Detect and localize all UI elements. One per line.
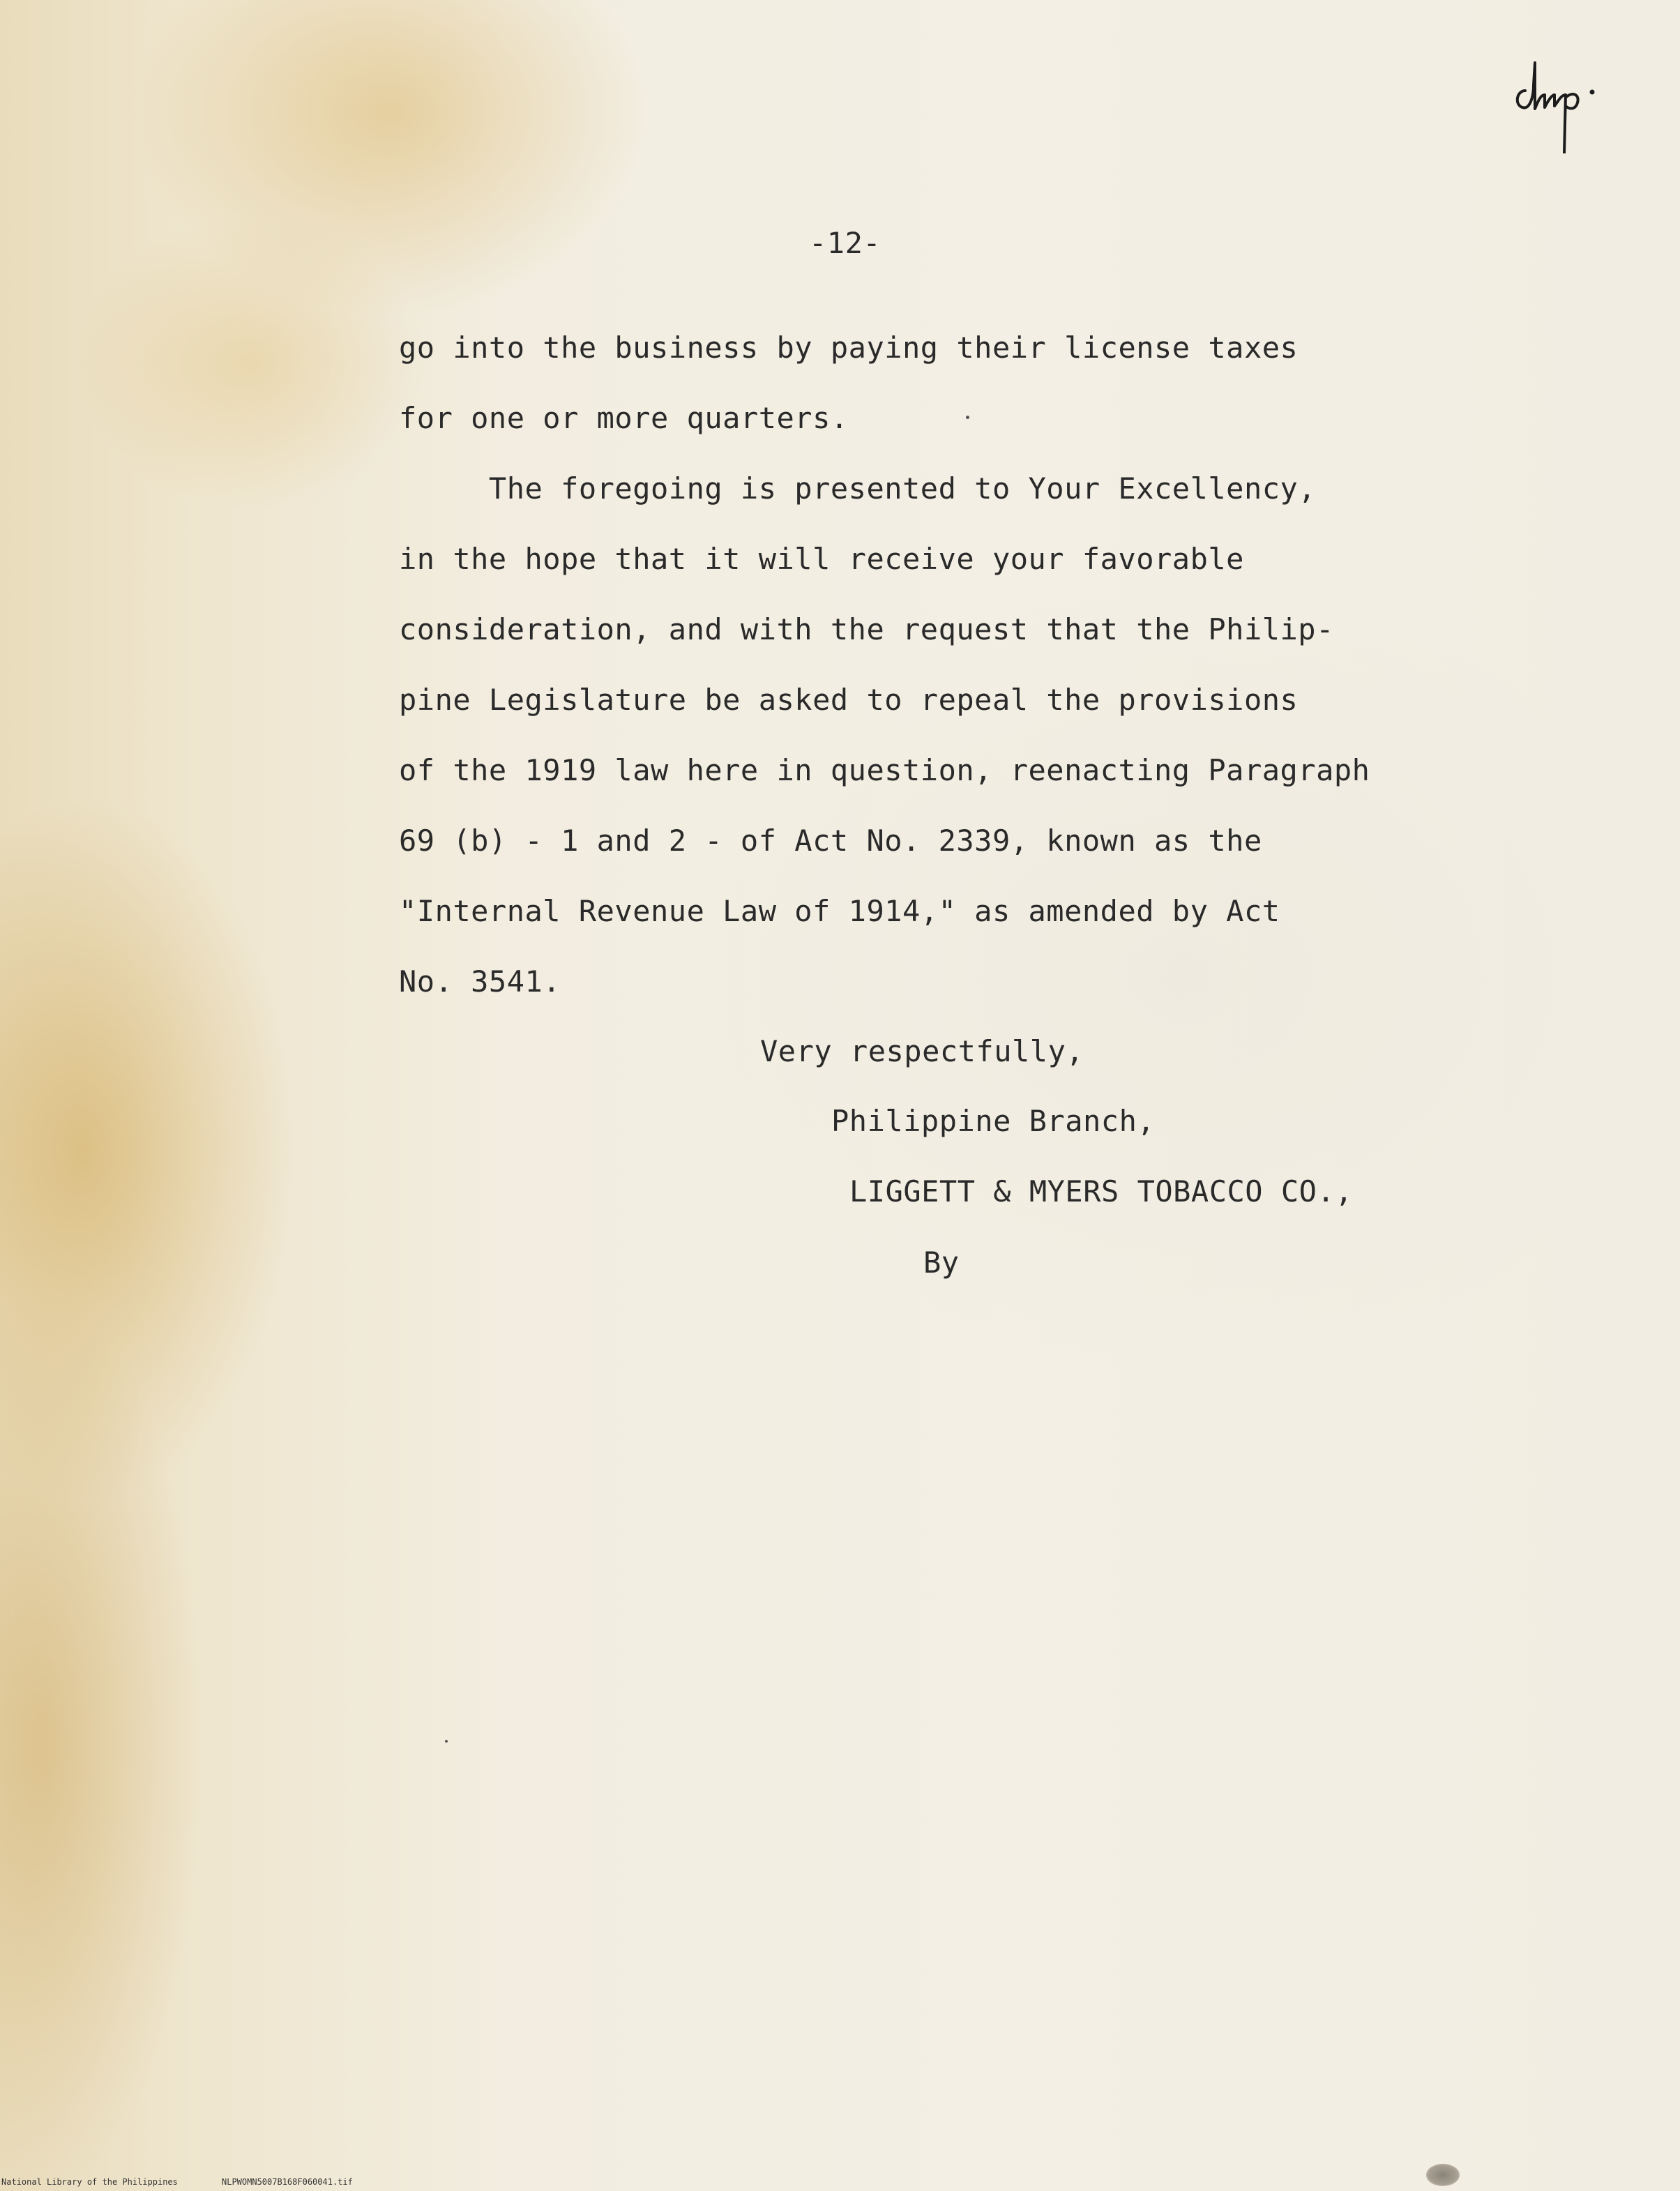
page-number: -12- [809, 226, 881, 260]
body-line: of the 1919 law here in question, reenacting Paragraph [399, 753, 1370, 787]
signature-branch: Philippine Branch, [831, 1104, 1156, 1138]
body-line: 69 (b) - 1 and 2 - of Act No. 2339, known as the [399, 824, 1262, 858]
paper-hole [1426, 2164, 1460, 2186]
body-line: The foregoing is presented to Your Excellency, [399, 471, 1317, 506]
ink-speck [966, 416, 969, 419]
body-line: consideration, and with the request that the Philip- [399, 612, 1334, 646]
body-line: go into the business by paying their license taxes [399, 331, 1299, 365]
footer-filename: NLPWOMN5007B168F060041.tif [222, 2177, 353, 2187]
closing: Very respectfully, [760, 1034, 1084, 1068]
body-line: for one or more quarters. [399, 401, 849, 435]
footer-library: National Library of the Philippines [1, 2177, 178, 2187]
signature-by: By [923, 1245, 960, 1280]
body-line: pine Legislature be asked to repeal the provisions [399, 683, 1299, 717]
body-line: No. 3541. [399, 964, 561, 999]
body-line: in the hope that it will receive your favorable [399, 542, 1244, 576]
signature-company: LIGGETT & MYERS TOBACCO CO., [849, 1174, 1354, 1208]
body-line: "Internal Revenue Law of 1914," as amended by Act [399, 894, 1280, 928]
handwritten-dup-note [1510, 49, 1614, 153]
ink-speck [445, 1740, 448, 1743]
